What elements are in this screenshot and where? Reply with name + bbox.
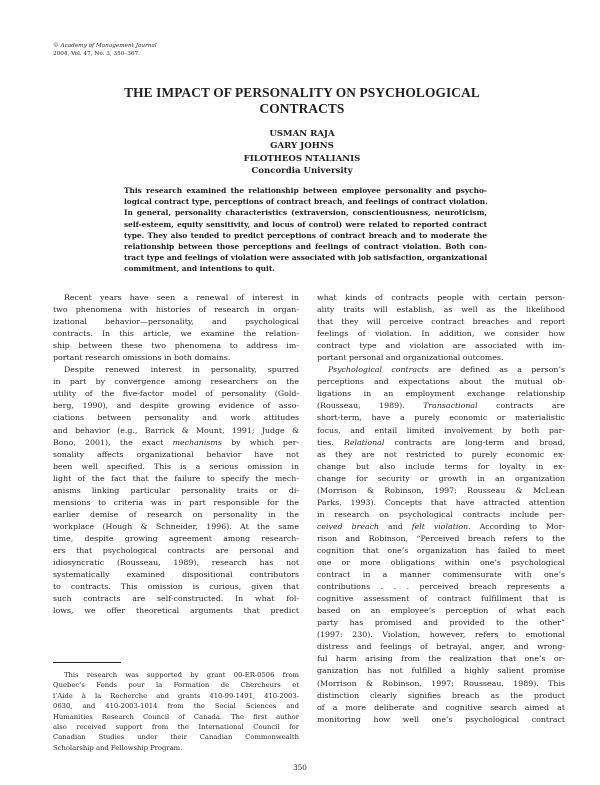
body-line: portant personal and organizational outcomes.: [317, 353, 504, 363]
body-line: of a more deliberate and cognitive search aimed at: [317, 702, 565, 712]
abstract-line: commitment, and intentions to quit.: [124, 264, 275, 274]
body-line: contributions . . . perceived breach represents a: [317, 582, 565, 592]
body-line: feelings of violation. In addition, we consider how: [317, 329, 565, 339]
body-line: as they are not restricted to purely economic ex-: [317, 449, 565, 459]
footnote-line: Canadian Studies under their Canadian Commonwealth: [53, 733, 299, 742]
body-line: (Morrison & Robinson, 1997; Rousseau, 1989). This: [317, 678, 565, 688]
abstract-line: logical contract type, perceptions of contract breach, and feelings of contract violation.: [124, 197, 488, 207]
footnote-line: Scholarship and Fellowship Program.: [53, 743, 183, 752]
right-column: [317, 292, 565, 726]
abstract-line: tract type and feelings of violation were associated with job satisfaction, organizational: [124, 253, 488, 263]
body-text: contracts are long-term and broad,: [384, 437, 565, 447]
body-text: are defined as a person’s: [428, 365, 565, 375]
author-affiliation: Concordia University: [251, 165, 353, 176]
body-line: ality traits will establish, as well as the likelihood: [317, 305, 565, 315]
body-line: workplace (Hough & Schneider, 1996). At the same: [53, 521, 299, 531]
body-line: [53, 437, 299, 449]
body-line: based on an employee’s perception of what each: [317, 606, 565, 616]
abstract: [124, 185, 487, 275]
footnote-line: Humanities Research Council of Canada. The first author: [53, 712, 299, 721]
italic-term: Transactional: [423, 401, 478, 411]
journal-name: © Academy of Management Journal: [53, 43, 157, 49]
italic-term: ceived breach: [317, 521, 380, 531]
footnote-line: 0630, and 410-2003-1014 from the Social Sciences and: [53, 702, 299, 711]
body-text: and: [379, 521, 412, 531]
body-line: that they will perceive contract breaches and report: [317, 317, 565, 327]
body-line: one or more obligations within one’s psychological: [317, 558, 565, 568]
body-line: been well specified. This is a serious omission in: [53, 461, 299, 471]
abstract-line: In general, personality characteristics (extraversion, conscientiousness, neuroticism,: [124, 208, 487, 218]
body-line: and behavior (e.g., Barrick & Mount, 1991; Judge &: [53, 425, 299, 435]
body-line: [317, 521, 565, 533]
body-line: systematically examined dispositional contributors: [53, 570, 299, 580]
body-line: distress and feelings of betrayal, anger, and wrong-: [317, 642, 565, 652]
author-name: GARY JOHNS: [270, 141, 334, 152]
body-line: in part by convergence among researchers on the: [53, 377, 299, 387]
body-line: earlier demise of research on personality in the: [53, 509, 299, 519]
body-text: Bono, 2001), the exact: [53, 437, 173, 447]
body-line: ciations between personality and work attitudes: [53, 413, 299, 423]
body-line: rison and Robinson, “Perceived breach refers to the: [317, 533, 565, 543]
abstract-line: This research examined the relationship between employee personality and psycho-: [124, 186, 487, 195]
body-line: focus, and entail limited involvement by both par-: [317, 425, 565, 435]
footnote-line: l’Aide à la Recherche and grants 410-99-1491, 410-2003-: [53, 691, 299, 700]
body-line: portant research omissions in both domains.: [53, 353, 231, 363]
body-line: lows, we offer theoretical arguments that predict: [53, 606, 299, 616]
body-line: cognition that one’s organization has failed to meet: [317, 545, 565, 555]
body-line: perceptions and expectations about the mutual ob-: [317, 377, 565, 387]
body-line: idiosyncratic (Rousseau, 1989), research has not: [53, 558, 299, 568]
body-line: ligations in an employment exchange relationship: [317, 389, 565, 399]
body-text: (Rousseau, 1989).: [317, 401, 424, 411]
article-title: [60, 85, 544, 117]
body-line: in research on psychological contracts include per-: [317, 509, 565, 519]
body-line: Despite renewed interest in personality, spurred: [64, 365, 299, 375]
body-line: monitoring how well one’s psychological contract: [317, 714, 565, 724]
body-line: sonality affects organizational behavior have not: [53, 449, 299, 459]
footnote: [53, 670, 299, 753]
body-line: contract in a manner commensurate with one’s: [317, 570, 565, 580]
body-line: contract type and violation are associated with im-: [317, 341, 565, 351]
author-name: USMAN RAJA: [269, 129, 335, 139]
italic-term: mechanisms: [172, 437, 222, 447]
body-line: mensions to criteria was in part responsible for the: [53, 497, 299, 507]
italic-term: Psychological contracts: [328, 365, 429, 375]
body-line: light of the fact that the failure to specify the mech-: [53, 473, 299, 483]
body-line: two phenomena with histories of research in organ-: [53, 305, 299, 315]
body-line: short-term, have a purely economic or materialistic: [317, 413, 565, 423]
body-line: Parks, 1993). Concepts that have attracted attention: [317, 497, 565, 507]
body-text: contracts are: [477, 401, 565, 411]
body-line: izational behavior—personality, and psychological: [53, 317, 299, 327]
body-line: [317, 437, 565, 449]
body-line: ers that psychological contracts are personal and: [53, 545, 299, 555]
italic-term: Relational: [344, 437, 385, 447]
body-line: change for security or growth in an organization: [317, 473, 565, 483]
body-line: (1997: 230). Violation, however, refers to emotional: [317, 630, 565, 640]
journal-header: [53, 42, 157, 58]
journal-volume-info: 2004, Vol. 47, No. 3, 350–367.: [53, 51, 140, 57]
body-line: time, despite growing agreement among research-: [53, 533, 299, 543]
body-line: to contracts. This omission is curious, given that: [53, 582, 299, 592]
body-text: ties.: [317, 437, 344, 447]
body-line: (Morrison & Robinson, 1997; Rousseau & McLean: [317, 485, 565, 495]
abstract-line: relationship between those perceptions and feelings of contract violation. Both con-: [124, 242, 487, 252]
body-line: [317, 364, 565, 376]
footnote-line: also received support from the International Council for: [53, 723, 299, 732]
body-line: distinction clearly signifies breach as the product: [317, 690, 565, 700]
footnote-line: Quebec’s Fonds pour la Formation de Chercheurs et: [53, 681, 299, 690]
body-line: Recent years have seen a renewal of interest in: [64, 293, 299, 302]
page-number: 350: [293, 763, 307, 772]
body-line: ful harm arising from the realization that one’s or-: [317, 654, 565, 664]
body-text: by which per-: [221, 437, 299, 447]
footnote-rule: [53, 662, 121, 663]
body-line: ganization has not fulfilled a highly salient promise: [317, 666, 565, 676]
abstract-line: type. They also tended to predict perceptions of contract breach and to moderate the: [124, 230, 487, 240]
footnote-line: This research was supported by grant 00-ER-0506 from: [64, 671, 299, 679]
italic-term: felt violation: [411, 521, 469, 531]
body-line: anisms linking particular personality traits or di-: [53, 485, 299, 495]
body-line: such contracts are self-constructed. In what fol-: [53, 594, 299, 604]
author-name: FILOTHEOS NTALIANIS: [243, 153, 361, 164]
left-column: [53, 292, 299, 617]
body-line: [317, 400, 565, 412]
abstract-line: self-esteem, equity sensitivity, and locus of control) were related to reported contract: [124, 219, 487, 229]
title-line: CONTRACTS: [259, 101, 345, 116]
body-line: cognitive assessment of contract fulfillment that is: [317, 594, 565, 604]
body-text: . According to Mor-: [468, 521, 565, 531]
body-line: what kinds of contracts people with certain person-: [317, 293, 565, 302]
body-line: utility of the five-factor model of personality (Gold-: [53, 389, 299, 399]
title-line: THE IMPACT OF PERSONALITY ON PSYCHOLOGICAL: [124, 85, 480, 100]
body-line: change but also include terms for loyalty in ex-: [317, 461, 565, 471]
body-line: berg, 1990), and despite growing evidence of asso-: [53, 401, 299, 411]
body-line: party has promised and provided to the other”: [317, 618, 565, 628]
body-line: contracts. In this article, we examine the relation-: [53, 329, 299, 339]
author-block: [100, 128, 504, 177]
body-line: ship between these two phenomena to address im-: [53, 341, 299, 351]
